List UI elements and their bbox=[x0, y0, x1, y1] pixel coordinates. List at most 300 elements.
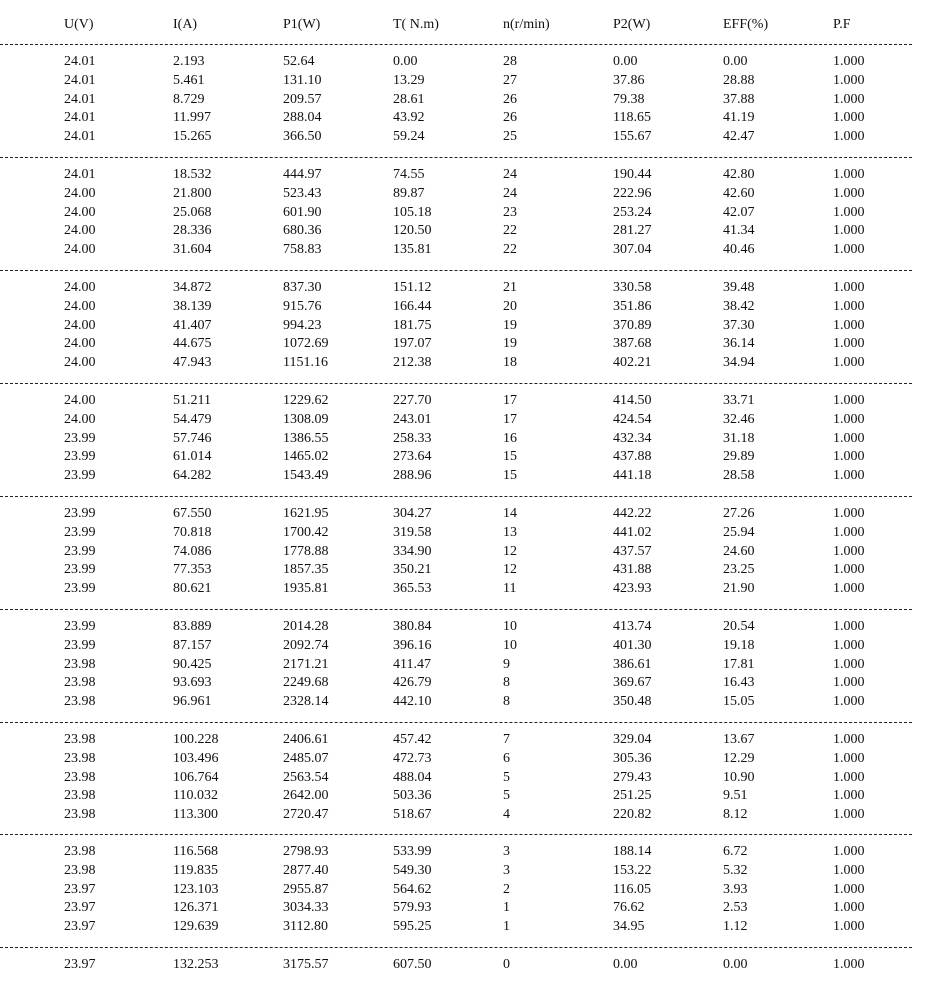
table-row bbox=[0, 918, 937, 936]
header-voltage: U(V) bbox=[64, 17, 94, 32]
cell-input-power: 444.97 bbox=[283, 167, 322, 182]
cell-voltage: 24.01 bbox=[64, 72, 96, 88]
table-row bbox=[0, 317, 937, 335]
cell-torque: 411.47 bbox=[393, 656, 431, 672]
cell-input-power: 1621.95 bbox=[283, 506, 329, 521]
cell-voltage: 24.00 bbox=[64, 185, 96, 201]
cell-output-power: 414.50 bbox=[613, 393, 652, 408]
cell-torque: 151.12 bbox=[393, 280, 432, 295]
cell-output-power: 431.88 bbox=[613, 562, 652, 578]
cell-torque: 607.50 bbox=[393, 957, 432, 972]
cell-current: 93.693 bbox=[173, 675, 212, 691]
cell-input-power: 2092.74 bbox=[283, 637, 329, 653]
cell-input-power: 366.50 bbox=[283, 129, 322, 145]
header-current: I(A) bbox=[173, 17, 198, 32]
cell-current: 57.746 bbox=[173, 430, 212, 446]
cell-efficiency: 42.80 bbox=[723, 167, 755, 182]
cell-torque: 380.84 bbox=[393, 619, 432, 634]
cell-torque: 457.42 bbox=[393, 732, 432, 747]
table-row bbox=[0, 72, 937, 90]
cell-speed: 0 bbox=[503, 957, 510, 972]
group-separator bbox=[0, 157, 912, 158]
cell-speed: 18 bbox=[503, 355, 517, 371]
cell-current: 106.764 bbox=[173, 769, 219, 785]
cell-input-power: 1778.88 bbox=[283, 543, 329, 559]
cell-efficiency: 6.72 bbox=[723, 844, 748, 859]
cell-input-power: 523.43 bbox=[283, 185, 322, 201]
cell-speed: 1 bbox=[503, 900, 510, 916]
cell-current: 11.997 bbox=[173, 110, 211, 126]
cell-input-power: 1151.16 bbox=[283, 355, 328, 371]
cell-torque: 472.73 bbox=[393, 750, 432, 766]
cell-torque: 426.79 bbox=[393, 675, 432, 691]
cell-power-factor: 1.000 bbox=[833, 919, 865, 935]
cell-power-factor: 1.000 bbox=[833, 581, 865, 597]
cell-voltage: 23.99 bbox=[64, 562, 96, 578]
cell-torque: 533.99 bbox=[393, 844, 432, 859]
cell-torque: 227.70 bbox=[393, 393, 432, 408]
group-separator bbox=[0, 270, 912, 271]
cell-efficiency: 0.00 bbox=[723, 957, 748, 972]
cell-efficiency: 41.19 bbox=[723, 110, 755, 126]
cell-torque: 166.44 bbox=[393, 298, 432, 314]
cell-output-power: 0.00 bbox=[613, 957, 638, 972]
cell-output-power: 307.04 bbox=[613, 242, 652, 258]
cell-torque: 135.81 bbox=[393, 242, 432, 258]
cell-input-power: 1935.81 bbox=[283, 581, 329, 597]
cell-input-power: 2720.47 bbox=[283, 807, 329, 823]
cell-input-power: 1308.09 bbox=[283, 411, 329, 427]
table-row bbox=[0, 637, 937, 655]
cell-efficiency: 37.88 bbox=[723, 91, 755, 107]
cell-current: 41.407 bbox=[173, 317, 212, 333]
cell-voltage: 23.97 bbox=[64, 881, 96, 897]
cell-output-power: 222.96 bbox=[613, 185, 652, 201]
cell-speed: 2 bbox=[503, 881, 510, 897]
header-torque: T( N.m) bbox=[393, 17, 439, 32]
cell-input-power: 837.30 bbox=[283, 280, 322, 295]
cell-output-power: 330.58 bbox=[613, 280, 652, 295]
table-row bbox=[0, 956, 937, 974]
cell-power-factor: 1.000 bbox=[833, 957, 865, 972]
table-row bbox=[0, 109, 937, 127]
cell-power-factor: 1.000 bbox=[833, 750, 865, 766]
cell-power-factor: 1.000 bbox=[833, 788, 865, 804]
cell-efficiency: 0.00 bbox=[723, 54, 748, 69]
table-row bbox=[0, 166, 937, 184]
cell-voltage: 24.00 bbox=[64, 355, 96, 371]
cell-power-factor: 1.000 bbox=[833, 223, 865, 239]
cell-efficiency: 15.05 bbox=[723, 694, 755, 710]
cell-input-power: 1857.35 bbox=[283, 562, 329, 578]
cell-voltage: 24.01 bbox=[64, 54, 96, 69]
cell-input-power: 2798.93 bbox=[283, 844, 329, 859]
cell-efficiency: 34.94 bbox=[723, 355, 755, 371]
cell-input-power: 1543.49 bbox=[283, 468, 329, 484]
cell-current: 8.729 bbox=[173, 91, 205, 107]
cell-output-power: 437.57 bbox=[613, 543, 652, 559]
cell-efficiency: 42.47 bbox=[723, 129, 755, 145]
cell-speed: 27 bbox=[503, 72, 517, 88]
cell-torque: 59.24 bbox=[393, 129, 425, 145]
cell-power-factor: 1.000 bbox=[833, 694, 865, 710]
table-row bbox=[0, 674, 937, 692]
cell-current: 21.800 bbox=[173, 185, 212, 201]
cell-input-power: 2955.87 bbox=[283, 881, 329, 897]
cell-power-factor: 1.000 bbox=[833, 506, 865, 521]
cell-output-power: 370.89 bbox=[613, 317, 652, 333]
table-row bbox=[0, 524, 937, 542]
cell-torque: 181.75 bbox=[393, 317, 432, 333]
cell-input-power: 2014.28 bbox=[283, 619, 329, 634]
cell-voltage: 24.00 bbox=[64, 298, 96, 314]
cell-voltage: 23.99 bbox=[64, 430, 96, 446]
cell-current: 31.604 bbox=[173, 242, 212, 258]
cell-output-power: 387.68 bbox=[613, 336, 652, 352]
cell-input-power: 915.76 bbox=[283, 298, 322, 314]
cell-output-power: 413.74 bbox=[613, 619, 652, 634]
cell-torque: 258.33 bbox=[393, 430, 432, 446]
cell-input-power: 2249.68 bbox=[283, 675, 329, 691]
cell-input-power: 1465.02 bbox=[283, 449, 329, 465]
cell-speed: 15 bbox=[503, 468, 517, 484]
cell-power-factor: 1.000 bbox=[833, 675, 865, 691]
cell-voltage: 23.98 bbox=[64, 750, 96, 766]
cell-speed: 6 bbox=[503, 750, 510, 766]
cell-power-factor: 1.000 bbox=[833, 298, 865, 314]
table-row bbox=[0, 656, 937, 674]
table-row bbox=[0, 185, 937, 203]
cell-speed: 12 bbox=[503, 562, 517, 578]
cell-speed: 8 bbox=[503, 675, 510, 691]
cell-current: 54.479 bbox=[173, 411, 212, 427]
cell-efficiency: 5.32 bbox=[723, 862, 748, 878]
cell-input-power: 680.36 bbox=[283, 223, 322, 239]
cell-power-factor: 1.000 bbox=[833, 449, 865, 465]
table-row bbox=[0, 354, 937, 372]
cell-torque: 243.01 bbox=[393, 411, 432, 427]
cell-efficiency: 12.29 bbox=[723, 750, 755, 766]
header-row bbox=[0, 16, 937, 34]
table-row bbox=[0, 618, 937, 636]
cell-power-factor: 1.000 bbox=[833, 91, 865, 107]
group-separator bbox=[0, 496, 912, 497]
cell-voltage: 24.01 bbox=[64, 91, 96, 107]
cell-voltage: 24.00 bbox=[64, 223, 96, 239]
cell-efficiency: 31.18 bbox=[723, 430, 755, 446]
cell-efficiency: 40.46 bbox=[723, 242, 755, 258]
cell-input-power: 601.90 bbox=[283, 204, 322, 220]
cell-current: 15.265 bbox=[173, 129, 212, 145]
cell-efficiency: 3.93 bbox=[723, 881, 748, 897]
cell-output-power: 188.14 bbox=[613, 844, 652, 859]
cell-power-factor: 1.000 bbox=[833, 656, 865, 672]
cell-efficiency: 33.71 bbox=[723, 393, 755, 408]
table-row bbox=[0, 392, 937, 410]
cell-torque: 396.16 bbox=[393, 637, 432, 653]
cell-power-factor: 1.000 bbox=[833, 468, 865, 484]
cell-speed: 3 bbox=[503, 844, 510, 859]
table-row bbox=[0, 53, 937, 71]
cell-voltage: 23.99 bbox=[64, 506, 96, 521]
cell-voltage: 24.01 bbox=[64, 167, 96, 182]
cell-output-power: 350.48 bbox=[613, 694, 652, 710]
cell-output-power: 423.93 bbox=[613, 581, 652, 597]
cell-voltage: 23.98 bbox=[64, 769, 96, 785]
cell-output-power: 116.05 bbox=[613, 881, 651, 897]
cell-input-power: 1072.69 bbox=[283, 336, 329, 352]
cell-output-power: 432.34 bbox=[613, 430, 652, 446]
table-row bbox=[0, 241, 937, 259]
table-row bbox=[0, 128, 937, 146]
group-separator bbox=[0, 383, 912, 384]
cell-torque: 549.30 bbox=[393, 862, 432, 878]
cell-torque: 518.67 bbox=[393, 807, 432, 823]
cell-voltage: 23.99 bbox=[64, 468, 96, 484]
cell-input-power: 2406.61 bbox=[283, 732, 329, 747]
cell-voltage: 23.99 bbox=[64, 449, 96, 465]
cell-speed: 8 bbox=[503, 694, 510, 710]
cell-input-power: 209.57 bbox=[283, 91, 322, 107]
cell-output-power: 0.00 bbox=[613, 54, 638, 69]
cell-speed: 11 bbox=[503, 581, 517, 597]
cell-current: 100.228 bbox=[173, 732, 219, 747]
table-row bbox=[0, 693, 937, 711]
cell-speed: 21 bbox=[503, 280, 517, 295]
table-row bbox=[0, 505, 937, 523]
cell-efficiency: 8.12 bbox=[723, 807, 748, 823]
table-row bbox=[0, 561, 937, 579]
cell-voltage: 23.98 bbox=[64, 807, 96, 823]
cell-voltage: 23.98 bbox=[64, 694, 96, 710]
group-separator bbox=[0, 834, 912, 835]
cell-input-power: 994.23 bbox=[283, 317, 322, 333]
cell-output-power: 437.88 bbox=[613, 449, 652, 465]
cell-output-power: 369.67 bbox=[613, 675, 652, 691]
cell-speed: 15 bbox=[503, 449, 517, 465]
cell-speed: 9 bbox=[503, 656, 510, 672]
cell-current: 113.300 bbox=[173, 807, 218, 823]
cell-power-factor: 1.000 bbox=[833, 167, 865, 182]
cell-input-power: 1386.55 bbox=[283, 430, 329, 446]
cell-efficiency: 13.67 bbox=[723, 732, 755, 747]
cell-speed: 14 bbox=[503, 506, 517, 521]
cell-torque: 89.87 bbox=[393, 185, 425, 201]
cell-output-power: 424.54 bbox=[613, 411, 652, 427]
cell-input-power: 2328.14 bbox=[283, 694, 329, 710]
cell-input-power: 131.10 bbox=[283, 72, 322, 88]
cell-speed: 17 bbox=[503, 393, 517, 408]
cell-torque: 197.07 bbox=[393, 336, 432, 352]
cell-current: 103.496 bbox=[173, 750, 219, 766]
cell-current: 67.550 bbox=[173, 506, 212, 521]
cell-efficiency: 16.43 bbox=[723, 675, 755, 691]
cell-output-power: 329.04 bbox=[613, 732, 652, 747]
cell-speed: 13 bbox=[503, 524, 517, 540]
cell-speed: 10 bbox=[503, 619, 517, 634]
table-row bbox=[0, 335, 937, 353]
cell-speed: 5 bbox=[503, 788, 510, 804]
cell-output-power: 402.21 bbox=[613, 355, 652, 371]
cell-power-factor: 1.000 bbox=[833, 393, 865, 408]
cell-power-factor: 1.000 bbox=[833, 881, 865, 897]
cell-torque: 304.27 bbox=[393, 506, 432, 521]
cell-output-power: 386.61 bbox=[613, 656, 652, 672]
cell-efficiency: 17.81 bbox=[723, 656, 755, 672]
cell-torque: 120.50 bbox=[393, 223, 432, 239]
cell-speed: 1 bbox=[503, 919, 510, 935]
cell-torque: 503.36 bbox=[393, 788, 432, 804]
cell-power-factor: 1.000 bbox=[833, 862, 865, 878]
cell-output-power: 118.65 bbox=[613, 110, 651, 126]
cell-speed: 12 bbox=[503, 543, 517, 559]
table-row bbox=[0, 787, 937, 805]
cell-input-power: 1229.62 bbox=[283, 393, 329, 408]
cell-power-factor: 1.000 bbox=[833, 355, 865, 371]
table-row bbox=[0, 543, 937, 561]
cell-torque: 564.62 bbox=[393, 881, 432, 897]
cell-output-power: 351.86 bbox=[613, 298, 652, 314]
cell-speed: 7 bbox=[503, 732, 510, 747]
table-row bbox=[0, 881, 937, 899]
cell-output-power: 441.18 bbox=[613, 468, 652, 484]
cell-output-power: 76.62 bbox=[613, 900, 645, 916]
cell-efficiency: 37.30 bbox=[723, 317, 755, 333]
cell-speed: 26 bbox=[503, 110, 517, 126]
cell-torque: 319.58 bbox=[393, 524, 432, 540]
cell-output-power: 279.43 bbox=[613, 769, 652, 785]
cell-torque: 488.04 bbox=[393, 769, 432, 785]
cell-output-power: 441.02 bbox=[613, 524, 652, 540]
cell-efficiency: 21.90 bbox=[723, 581, 755, 597]
cell-power-factor: 1.000 bbox=[833, 72, 865, 88]
cell-efficiency: 9.51 bbox=[723, 788, 748, 804]
cell-speed: 26 bbox=[503, 91, 517, 107]
table-row bbox=[0, 279, 937, 297]
cell-output-power: 37.86 bbox=[613, 72, 645, 88]
cell-voltage: 23.97 bbox=[64, 900, 96, 916]
cell-torque: 350.21 bbox=[393, 562, 432, 578]
cell-output-power: 153.22 bbox=[613, 862, 652, 878]
cell-speed: 24 bbox=[503, 185, 517, 201]
header-input-power: P1(W) bbox=[283, 17, 321, 32]
group-separator bbox=[0, 44, 912, 45]
cell-speed: 28 bbox=[503, 54, 517, 69]
cell-current: 87.157 bbox=[173, 637, 212, 653]
cell-current: 64.282 bbox=[173, 468, 212, 484]
cell-current: 126.371 bbox=[173, 900, 219, 916]
table-row bbox=[0, 862, 937, 880]
cell-efficiency: 28.58 bbox=[723, 468, 755, 484]
cell-current: 96.961 bbox=[173, 694, 212, 710]
cell-output-power: 305.36 bbox=[613, 750, 652, 766]
cell-efficiency: 28.88 bbox=[723, 72, 755, 88]
group-separator bbox=[0, 947, 912, 948]
cell-current: 70.818 bbox=[173, 524, 212, 540]
cell-current: 123.103 bbox=[173, 881, 219, 897]
cell-voltage: 24.00 bbox=[64, 280, 96, 295]
cell-voltage: 23.98 bbox=[64, 844, 96, 859]
table-row bbox=[0, 411, 937, 429]
cell-torque: 74.55 bbox=[393, 167, 425, 182]
cell-voltage: 23.98 bbox=[64, 862, 96, 878]
cell-efficiency: 1.12 bbox=[723, 919, 748, 935]
cell-efficiency: 39.48 bbox=[723, 280, 755, 295]
cell-current: 28.336 bbox=[173, 223, 212, 239]
cell-current: 129.639 bbox=[173, 919, 219, 935]
cell-current: 77.353 bbox=[173, 562, 212, 578]
cell-speed: 22 bbox=[503, 242, 517, 258]
table-row bbox=[0, 731, 937, 749]
cell-power-factor: 1.000 bbox=[833, 844, 865, 859]
cell-power-factor: 1.000 bbox=[833, 900, 865, 916]
cell-torque: 0.00 bbox=[393, 54, 418, 69]
cell-efficiency: 19.18 bbox=[723, 637, 755, 653]
cell-current: 47.943 bbox=[173, 355, 212, 371]
cell-torque: 43.92 bbox=[393, 110, 425, 126]
cell-output-power: 190.44 bbox=[613, 167, 652, 182]
cell-power-factor: 1.000 bbox=[833, 562, 865, 578]
cell-torque: 365.53 bbox=[393, 581, 432, 597]
cell-speed: 3 bbox=[503, 862, 510, 878]
cell-voltage: 24.00 bbox=[64, 393, 96, 408]
table-row bbox=[0, 298, 937, 316]
cell-voltage: 23.99 bbox=[64, 543, 96, 559]
cell-voltage: 24.00 bbox=[64, 242, 96, 258]
cell-power-factor: 1.000 bbox=[833, 543, 865, 559]
cell-speed: 22 bbox=[503, 223, 517, 239]
cell-speed: 17 bbox=[503, 411, 517, 427]
cell-torque: 288.96 bbox=[393, 468, 432, 484]
cell-current: 61.014 bbox=[173, 449, 212, 465]
cell-output-power: 253.24 bbox=[613, 204, 652, 220]
cell-efficiency: 42.60 bbox=[723, 185, 755, 201]
cell-voltage: 23.99 bbox=[64, 581, 96, 597]
cell-power-factor: 1.000 bbox=[833, 619, 865, 634]
table-row bbox=[0, 91, 937, 109]
cell-output-power: 79.38 bbox=[613, 91, 645, 107]
table-row bbox=[0, 806, 937, 824]
cell-torque: 595.25 bbox=[393, 919, 432, 935]
cell-speed: 10 bbox=[503, 637, 517, 653]
cell-power-factor: 1.000 bbox=[833, 242, 865, 258]
header-efficiency: EFF(%) bbox=[723, 17, 769, 32]
table-row bbox=[0, 843, 937, 861]
cell-output-power: 34.95 bbox=[613, 919, 645, 935]
cell-input-power: 1700.42 bbox=[283, 524, 329, 540]
cell-current: 34.872 bbox=[173, 280, 212, 295]
cell-speed: 5 bbox=[503, 769, 510, 785]
cell-voltage: 24.00 bbox=[64, 336, 96, 352]
cell-torque: 28.61 bbox=[393, 91, 425, 107]
cell-voltage: 23.98 bbox=[64, 675, 96, 691]
cell-torque: 105.18 bbox=[393, 204, 432, 220]
cell-efficiency: 41.34 bbox=[723, 223, 755, 239]
cell-efficiency: 23.25 bbox=[723, 562, 755, 578]
cell-torque: 442.10 bbox=[393, 694, 432, 710]
cell-efficiency: 27.26 bbox=[723, 506, 755, 521]
cell-torque: 273.64 bbox=[393, 449, 432, 465]
cell-torque: 13.29 bbox=[393, 72, 425, 88]
cell-current: 2.193 bbox=[173, 54, 205, 69]
cell-input-power: 758.83 bbox=[283, 242, 322, 258]
cell-voltage: 23.97 bbox=[64, 957, 96, 972]
cell-power-factor: 1.000 bbox=[833, 637, 865, 653]
cell-input-power: 3034.33 bbox=[283, 900, 329, 916]
cell-current: 25.068 bbox=[173, 204, 212, 220]
cell-speed: 19 bbox=[503, 336, 517, 352]
cell-output-power: 220.82 bbox=[613, 807, 652, 823]
